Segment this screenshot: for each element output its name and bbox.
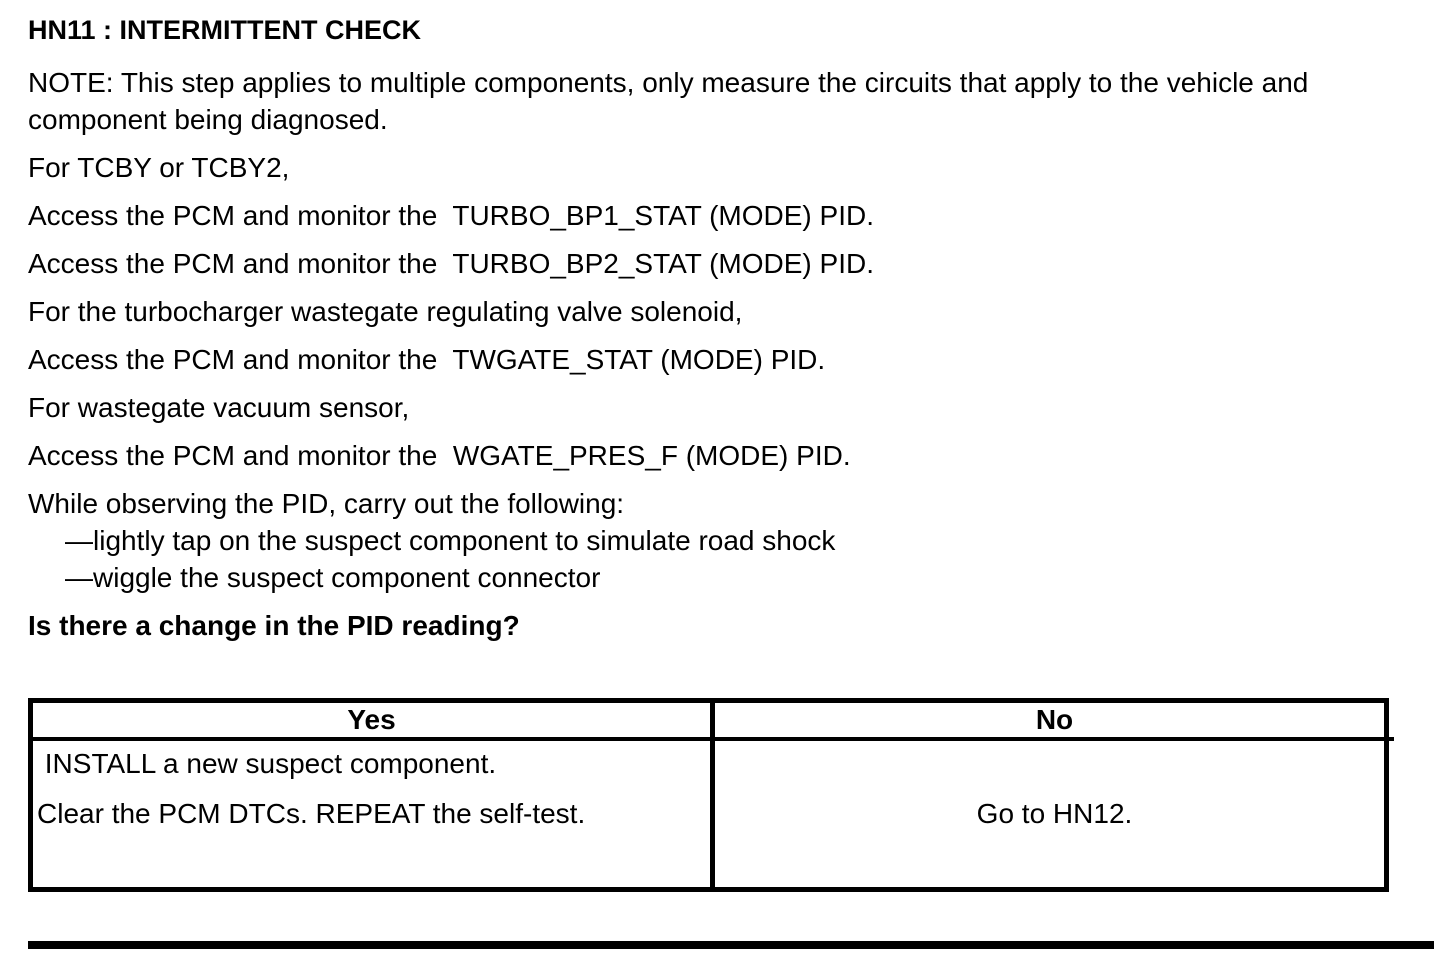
procedure-sub-item: —wiggle the suspect component connector — [65, 562, 601, 593]
yes-column-header: Yes — [33, 703, 715, 741]
yes-action-line: INSTALL a new suspect component. — [37, 748, 497, 779]
procedure-line: For TCBY or TCBY2, — [28, 152, 290, 183]
step-title: HN11 : INTERMITTENT CHECK — [28, 15, 422, 45]
yes-action-line: Clear the PCM DTCs. REPEAT the self-test. — [37, 798, 586, 829]
procedure-line: For wastegate vacuum sensor, — [28, 392, 410, 423]
procedure-line: For the turbocharger wastegate regulating valve solenoid, — [28, 296, 743, 327]
decision-question: Is there a change in the PID reading? — [28, 610, 520, 641]
procedure-line: Access the PCM and monitor the TURBO_BP1_STAT (MODE) PID. — [28, 200, 874, 231]
no-column-header: No — [715, 703, 1394, 741]
procedure-line: Access the PCM and monitor the WGATE_PRES_F (MODE) PID. — [28, 440, 851, 471]
procedure-line: Access the PCM and monitor the TURBO_BP2_STAT (MODE) PID. — [28, 248, 874, 279]
no-action-cell: Go to HN12. — [976, 798, 1133, 829]
decision-table — [28, 698, 1389, 892]
yes-action-cell — [33, 741, 715, 887]
procedure-line: While observing the PID, carry out the following: — [28, 488, 625, 519]
procedure-line: Access the PCM and monitor the TWGATE_STAT (MODE) PID. — [28, 344, 826, 375]
section-divider-rule — [28, 941, 1434, 949]
note-text: NOTE: This step applies to multiple components, only measure the circuits that apply to the vehicle and component being diagnosed. — [28, 67, 1317, 135]
procedure-sub-item: —lightly tap on the suspect component to simulate road shock — [65, 525, 836, 556]
